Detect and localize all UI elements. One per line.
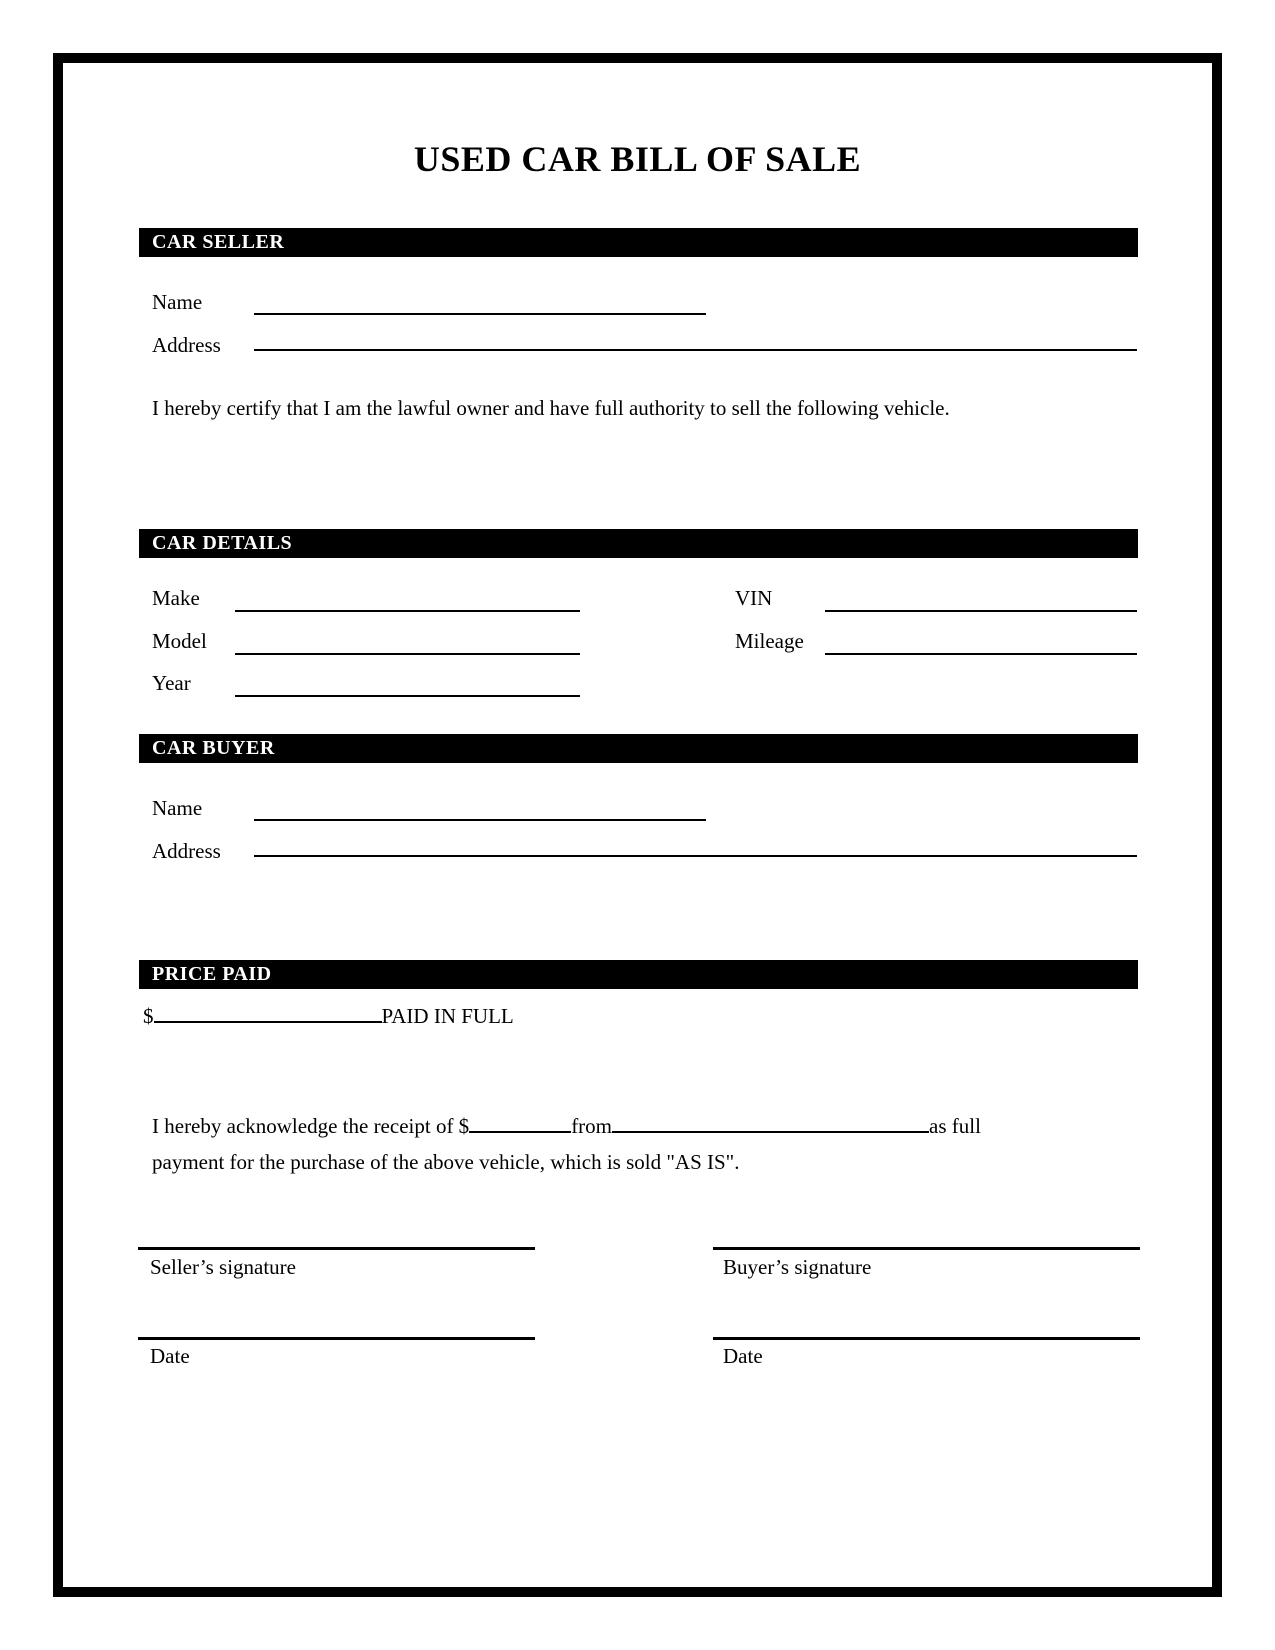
section-header-label: CAR BUYER [152, 737, 275, 759]
page-title: USED CAR BILL OF SALE [413, 139, 862, 179]
model-label: Model [152, 629, 207, 653]
buyer-address-label: Address [152, 839, 221, 863]
buyer-address-field[interactable] [254, 855, 1137, 857]
buyer-date-label: Date [723, 1344, 763, 1368]
mileage-label: Mileage [735, 629, 804, 653]
model-field[interactable] [235, 653, 580, 655]
seller-name-label: Name [152, 290, 203, 314]
acknowledgement-line-1 [152, 1111, 981, 1139]
seller-date-label: Date [150, 1344, 190, 1368]
price-row [143, 1001, 514, 1029]
section-header-car-seller [139, 228, 1138, 257]
paid-in-full-label: PAID IN FULL [381, 1004, 514, 1028]
seller-address-field[interactable] [254, 349, 1137, 351]
seller-address-label: Address [152, 333, 221, 357]
ownership-statement: I hereby certify that I am the lawful owner and have full authority to sell the following vehicle. [152, 396, 950, 420]
make-label: Make [152, 586, 200, 610]
ack-amount-field[interactable] [469, 1111, 571, 1133]
buyer-signature-label: Buyer’s signature [723, 1255, 872, 1279]
section-header-label: CAR DETAILS [152, 532, 293, 554]
ack-text-3: as full [929, 1114, 981, 1138]
seller-date-field[interactable] [138, 1337, 535, 1340]
buyer-name-label: Name [152, 796, 203, 820]
page-border-frame [53, 53, 1222, 1597]
seller-signature-label: Seller’s signature [150, 1255, 296, 1279]
section-header-car-details [139, 529, 1138, 558]
buyer-signature-field[interactable] [713, 1247, 1140, 1250]
seller-signature-field[interactable] [138, 1247, 535, 1250]
currency-symbol: $ [143, 1004, 154, 1028]
ack-text-2: from [571, 1114, 613, 1138]
ack-payer-field[interactable] [612, 1111, 929, 1133]
acknowledgement-line-2: payment for the purchase of the above vehicle, which is sold "AS IS". [152, 1150, 740, 1174]
seller-name-field[interactable] [254, 313, 706, 315]
ack-text-1: I hereby acknowledge the receipt of $ [152, 1114, 470, 1138]
mileage-field[interactable] [825, 653, 1137, 655]
buyer-date-field[interactable] [713, 1337, 1140, 1340]
section-header-price-paid [139, 960, 1138, 989]
make-field[interactable] [235, 610, 580, 612]
section-header-label: CAR SELLER [152, 231, 285, 253]
year-field[interactable] [235, 695, 580, 697]
section-header-car-buyer [139, 734, 1138, 763]
section-header-label: PRICE PAID [152, 963, 272, 985]
year-label: Year [152, 671, 191, 695]
vin-field[interactable] [825, 610, 1137, 612]
price-amount-field[interactable] [154, 1001, 382, 1023]
vin-label: VIN [735, 586, 773, 610]
buyer-name-field[interactable] [254, 819, 706, 821]
